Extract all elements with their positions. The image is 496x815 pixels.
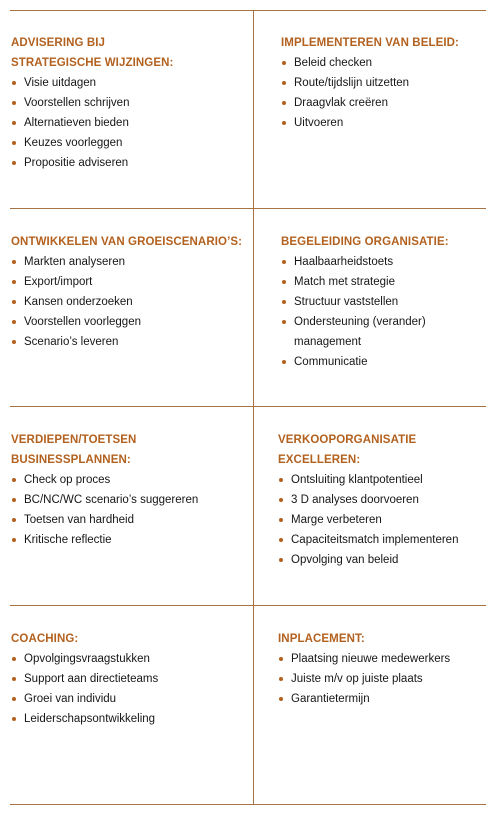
bullet-list	[11, 252, 247, 352]
list-item: Ondersteuning (verander)	[281, 312, 486, 332]
divider-row-2	[10, 406, 486, 407]
bullet-list	[11, 649, 247, 729]
list-item: Uitvoeren	[281, 113, 486, 133]
heading-line: BUSINESSPLANNEN:	[11, 454, 131, 466]
list-item: 3 D analyses doorvoeren	[278, 490, 490, 510]
list-item: Voorstellen voorleggen	[11, 312, 247, 332]
cell-heading	[278, 430, 490, 470]
bullet-list	[281, 53, 486, 133]
heading-line: BEGELEIDING ORGANISATIE:	[281, 236, 449, 248]
heading-line: ONTWIKKELEN VAN GROEISCENARIO’S:	[11, 236, 243, 248]
heading-line: VERKOOPORGANISATIE EXCELLEREN:	[278, 434, 417, 466]
list-item: Opvolging van beleid	[278, 550, 490, 570]
divider-row-3	[10, 605, 486, 606]
cell-begeleiding	[281, 232, 486, 372]
list-item: Propositie adviseren	[11, 153, 247, 173]
list-item: Support aan directieteams	[11, 669, 247, 689]
heading-line: COACHING:	[11, 633, 79, 645]
list-item: Beleid checken	[281, 53, 486, 73]
cell-heading	[11, 232, 247, 252]
list-item: Juiste m/v op juiste plaats	[278, 669, 490, 689]
list-item: Opvolgingsvraagstukken	[11, 649, 247, 669]
cell-implementeren	[281, 33, 486, 133]
heading-line: ADVISERING BIJ	[11, 37, 106, 49]
bullet-list	[281, 252, 486, 372]
list-item: Alternatieven bieden	[11, 113, 247, 133]
cell-businessplannen	[11, 430, 247, 550]
divider-row-1	[10, 208, 486, 209]
cell-heading	[11, 629, 247, 649]
list-item: Kritische reflectie	[11, 530, 247, 550]
cell-heading	[278, 629, 490, 649]
heading-line: VERDIEPEN/TOETSEN	[11, 434, 137, 446]
cell-verkooporganisatie	[278, 430, 490, 570]
list-item: Marge verbeteren	[278, 510, 490, 530]
cell-heading	[281, 33, 486, 53]
list-item: Ontsluiting klantpotentieel	[278, 470, 490, 490]
cell-heading	[281, 232, 486, 252]
divider-vertical	[253, 10, 254, 804]
list-item: Communicatie	[281, 352, 486, 372]
bullet-list	[278, 649, 490, 709]
list-item: Voorstellen schrijven	[11, 93, 247, 113]
heading-line: INPLACEMENT:	[278, 633, 365, 645]
bullet-list	[11, 73, 247, 173]
list-item: Structuur vaststellen	[281, 292, 486, 312]
list-item: Draagvlak creëren	[281, 93, 486, 113]
bullet-list	[11, 470, 247, 550]
cell-heading	[11, 33, 247, 73]
list-item: Toetsen van hardheid	[11, 510, 247, 530]
cell-advisering	[11, 33, 247, 173]
list-item-continuation: management	[294, 336, 362, 348]
cell-groeiscenarios	[11, 232, 247, 352]
list-item: Match met strategie	[281, 272, 486, 292]
list-item: Haalbaarheidstoets	[281, 252, 486, 272]
divider-top	[10, 10, 486, 11]
list-item: Leiderschapsontwikkeling	[11, 709, 247, 729]
list-item: Capaciteitsmatch implementeren	[278, 530, 490, 550]
list-item: Groei van individu	[11, 689, 247, 709]
list-item: Kansen onderzoeken	[11, 292, 247, 312]
list-item: Visie uitdagen	[11, 73, 247, 93]
heading-line: STRATEGISCHE WIJZINGEN:	[11, 57, 174, 69]
divider-bottom	[10, 804, 486, 805]
list-item: Keuzes voorleggen	[11, 133, 247, 153]
heading-line: IMPLEMENTEREN VAN BELEID:	[281, 37, 459, 49]
list-item: Markten analyseren	[11, 252, 247, 272]
list-item: Route/tijdslijn uitzetten	[281, 73, 486, 93]
bullet-list	[278, 470, 490, 570]
cell-inplacement	[278, 629, 490, 709]
list-item: Garantietermijn	[278, 689, 490, 709]
list-item: Scenario’s leveren	[11, 332, 247, 352]
cell-coaching	[11, 629, 247, 729]
cell-heading	[11, 430, 247, 470]
list-item: Export/import	[11, 272, 247, 292]
list-item: BC/NC/WC scenario’s suggereren	[11, 490, 247, 510]
list-item: Check op proces	[11, 470, 247, 490]
list-item: Plaatsing nieuwe medewerkers	[278, 649, 490, 669]
